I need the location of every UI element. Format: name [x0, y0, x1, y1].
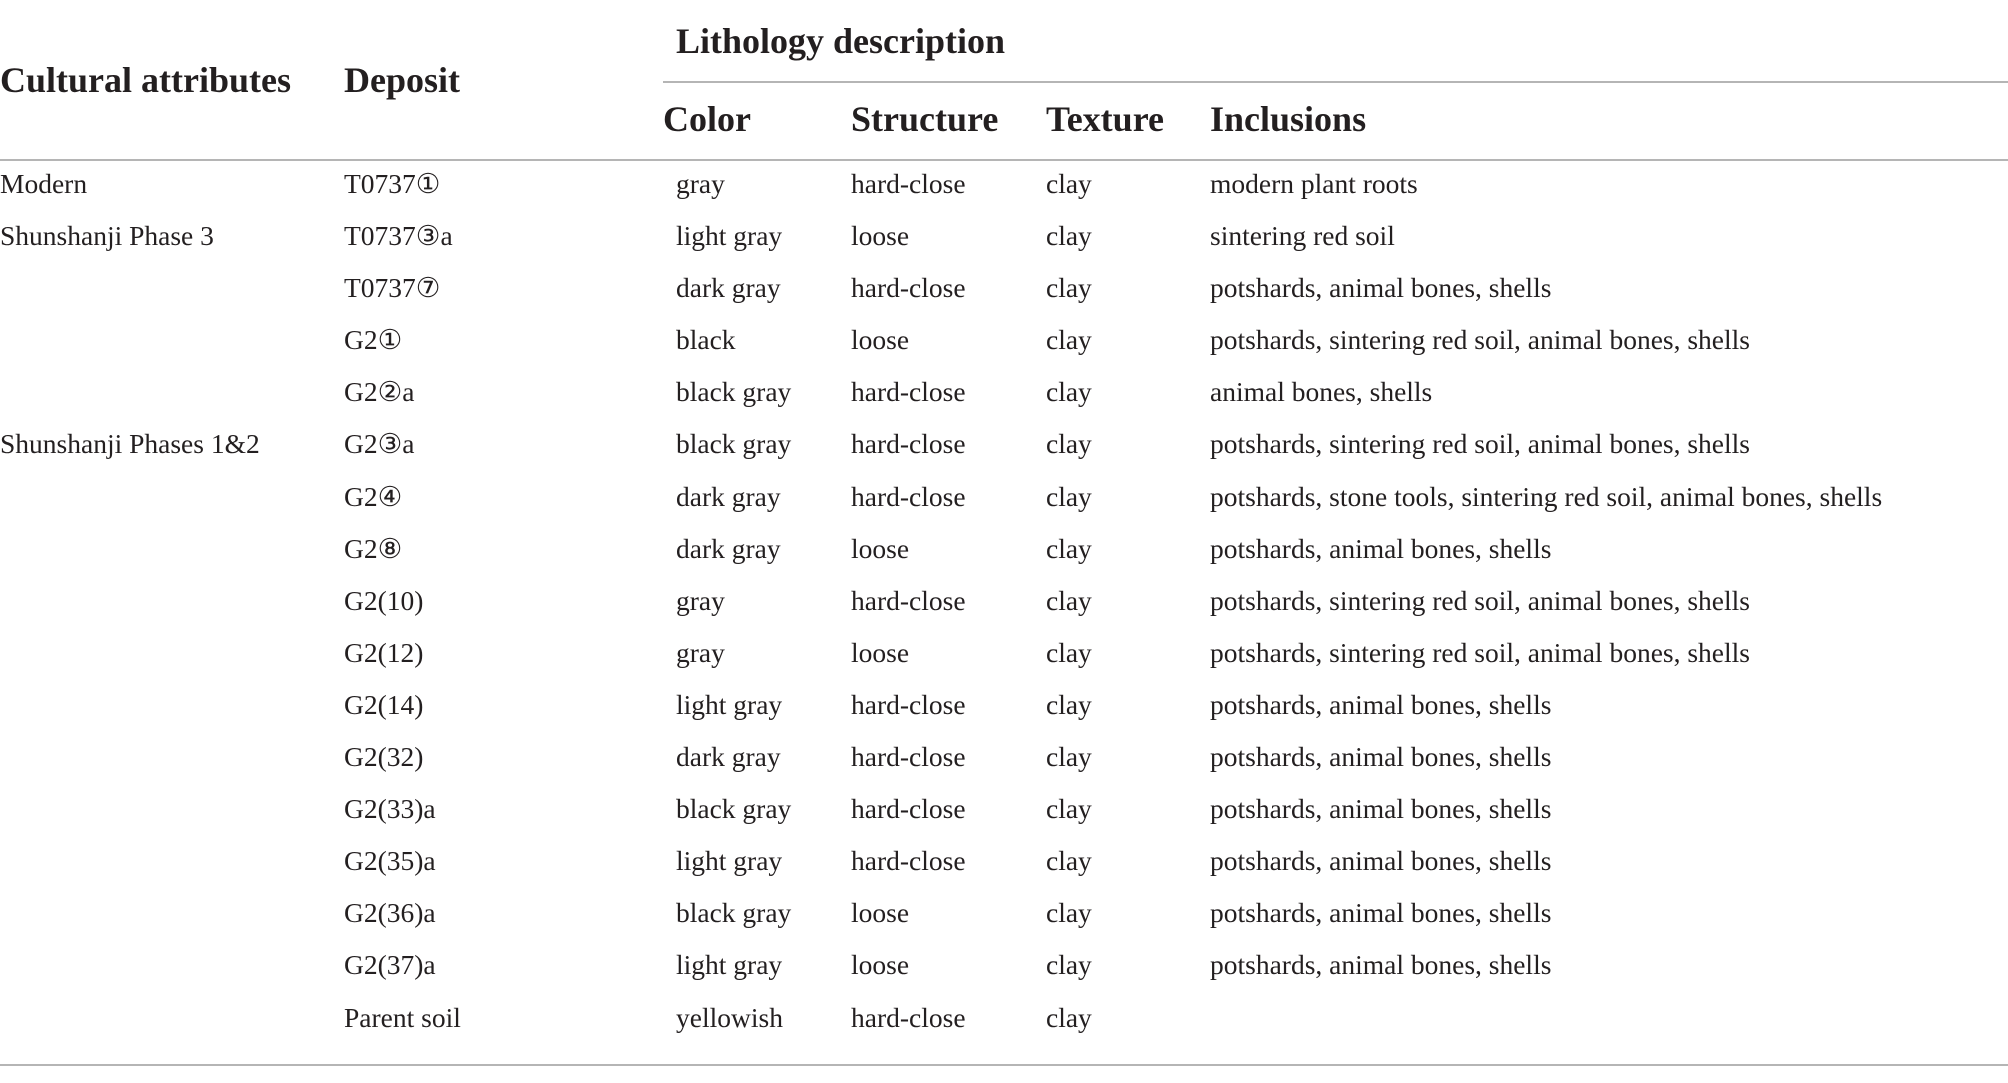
deposit-cell: G2②a [344, 376, 415, 408]
deposit-cell: G2⑧ [344, 532, 403, 564]
structure-cell: hard-close [851, 480, 966, 512]
texture-cell: clay [1046, 532, 1092, 564]
structure-cell: loose [851, 949, 910, 981]
color-cell: gray [676, 636, 725, 668]
table-row [0, 993, 2008, 1045]
table-row [0, 888, 2008, 940]
structure-cell: hard-close [851, 741, 966, 773]
inclusions-cell: potshards, animal bones, shells [1210, 688, 1552, 720]
texture-cell: clay [1046, 324, 1092, 356]
header-texture: Texture [1046, 99, 1165, 139]
color-cell: black gray [676, 428, 792, 460]
deposit-cell: G2④ [344, 480, 403, 512]
inclusions-cell: modern plant roots [1210, 168, 1418, 199]
color-cell: black gray [676, 897, 792, 929]
deposit-cell: T0737⑦ [344, 272, 441, 304]
table-row [0, 940, 2008, 992]
color-cell: light gray [676, 949, 783, 981]
inclusions-cell: potshards, sintering red soil, animal bones, shells [1210, 428, 1750, 460]
structure-cell: hard-close [851, 688, 966, 720]
texture-cell: clay [1046, 1001, 1092, 1033]
header-structure: Structure [851, 99, 999, 139]
structure-cell: hard-close [851, 793, 966, 825]
deposit-cell: G2(33)a [344, 793, 436, 825]
cultural-attribute-cell: Shunshanji Phase 3 [0, 220, 214, 252]
table-row [0, 211, 2008, 263]
structure-cell: loose [851, 324, 910, 356]
table-row [0, 732, 2008, 784]
header-cultural-attributes: Cultural attributes [0, 60, 291, 100]
structure-cell: hard-close [851, 376, 966, 408]
color-cell: dark gray [676, 532, 781, 564]
color-cell: light gray [676, 845, 783, 877]
texture-cell: clay [1046, 168, 1092, 199]
structure-cell: loose [851, 220, 910, 252]
inclusions-cell: potshards, animal bones, shells [1210, 949, 1552, 981]
inclusions-cell: potshards, animal bones, shells [1210, 272, 1552, 304]
color-cell: light gray [676, 688, 783, 720]
deposit-cell: G2(12) [344, 636, 424, 668]
deposit-cell: T0737① [344, 168, 441, 199]
texture-cell: clay [1046, 584, 1092, 616]
bottom-divider [0, 1064, 2008, 1066]
deposit-cell: G2(14) [344, 688, 424, 720]
cultural-attribute-cell: Modern [0, 168, 88, 199]
structure-cell: loose [851, 897, 910, 929]
table-body [0, 159, 2008, 1045]
structure-cell: hard-close [851, 168, 966, 199]
inclusions-cell: potshards, animal bones, shells [1210, 845, 1552, 877]
header-inclusions: Inclusions [1210, 99, 1367, 139]
inclusions-cell: potshards, sintering red soil, animal bones, shells [1210, 636, 1750, 668]
texture-cell: clay [1046, 845, 1092, 877]
texture-cell: clay [1046, 272, 1092, 304]
deposit-cell: G2(36)a [344, 897, 436, 929]
table-row [0, 628, 2008, 680]
table-row [0, 367, 2008, 419]
inclusions-cell: sintering red soil [1210, 220, 1395, 252]
texture-cell: clay [1046, 949, 1092, 981]
structure-cell: loose [851, 532, 910, 564]
inclusions-cell: potshards, animal bones, shells [1210, 793, 1552, 825]
inclusions-cell: animal bones, shells [1210, 376, 1433, 408]
texture-cell: clay [1046, 220, 1092, 252]
inclusions-cell: potshards, stone tools, sintering red soil, animal bones, shells [1210, 480, 1883, 512]
texture-cell: clay [1046, 793, 1092, 825]
texture-cell: clay [1046, 636, 1092, 668]
header-color: Color [663, 99, 751, 139]
texture-cell: clay [1046, 897, 1092, 929]
deposit-cell: G2(37)a [344, 949, 436, 981]
color-cell: light gray [676, 220, 783, 252]
color-cell: dark gray [676, 480, 781, 512]
color-cell: dark gray [676, 741, 781, 773]
texture-cell: clay [1046, 741, 1092, 773]
inclusions-cell: potshards, animal bones, shells [1210, 741, 1552, 773]
inclusions-cell: potshards, sintering red soil, animal bones, shells [1210, 324, 1750, 356]
table-row [0, 680, 2008, 732]
deposit-cell: G2① [344, 324, 403, 356]
structure-cell: hard-close [851, 584, 966, 616]
texture-cell: clay [1046, 480, 1092, 512]
color-cell: black gray [676, 376, 792, 408]
inclusions-cell: potshards, sintering red soil, animal bones, shells [1210, 584, 1750, 616]
table-row [0, 524, 2008, 576]
structure-cell: hard-close [851, 845, 966, 877]
structure-cell: loose [851, 636, 910, 668]
color-cell: gray [676, 584, 725, 616]
deposit-cell: G2③a [344, 428, 415, 460]
deposit-cell: G2(10) [344, 584, 424, 616]
header-lithology-description: Lithology description [676, 21, 1006, 61]
color-cell: black [676, 324, 736, 356]
color-cell: black gray [676, 793, 792, 825]
table-row [0, 576, 2008, 628]
structure-cell: hard-close [851, 272, 966, 304]
deposit-cell: T0737③a [344, 220, 453, 252]
table-row [0, 315, 2008, 367]
cultural-attribute-cell: Shunshanji Phases 1&2 [0, 428, 260, 460]
table-row [0, 472, 2008, 524]
table-row [0, 159, 2008, 211]
table-row [0, 263, 2008, 315]
texture-cell: clay [1046, 376, 1092, 408]
texture-cell: clay [1046, 688, 1092, 720]
structure-cell: hard-close [851, 428, 966, 460]
texture-cell: clay [1046, 428, 1092, 460]
color-cell: dark gray [676, 272, 781, 304]
color-cell: yellowish [676, 1001, 783, 1033]
deposit-cell: Parent soil [344, 1001, 461, 1033]
lithology-divider [663, 81, 2008, 83]
color-cell: gray [676, 168, 725, 199]
table-row [0, 836, 2008, 888]
table-row [0, 784, 2008, 836]
header-deposit: Deposit [344, 60, 460, 100]
structure-cell: hard-close [851, 1001, 966, 1033]
inclusions-cell: potshards, animal bones, shells [1210, 897, 1552, 929]
table-row [0, 419, 2008, 471]
inclusions-cell: potshards, animal bones, shells [1210, 532, 1552, 564]
deposit-cell: G2(32) [344, 741, 424, 773]
deposit-cell: G2(35)a [344, 845, 436, 877]
